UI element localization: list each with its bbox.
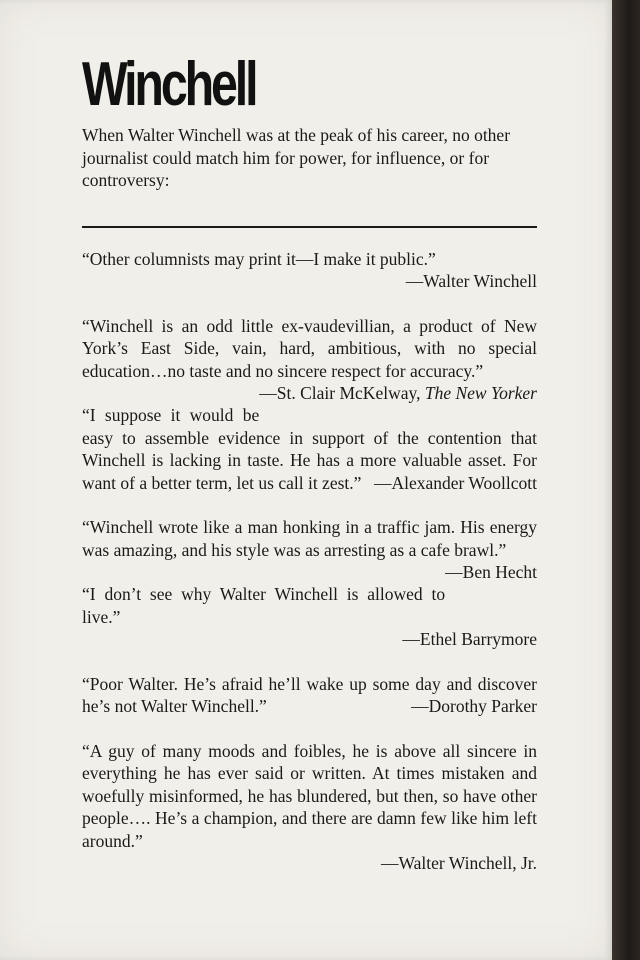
cover-content <box>82 50 537 875</box>
quote-body: “Poor Walter. He’s afraid he’ll wake up some day and discover he’s not Walter Winchell.” <box>82 673 537 716</box>
quote-attribution: —Walter Winchell, Jr. <box>381 853 537 873</box>
quote-text: “Other columnists may print it—I make it public.” <box>82 248 436 269</box>
quote-block <box>82 315 537 403</box>
quote-block <box>82 583 537 651</box>
quote-attribution-group <box>259 382 537 405</box>
intro-paragraph: When Walter Winchell was at the peak of his career, no other journalist could match him for power, for influence, or for controversy: <box>82 125 511 190</box>
quote-text: “I don’t see why Walter Winchell is allowed to live.” <box>82 584 446 627</box>
quote-attribution: —St. Clair McKelway, <box>259 383 421 403</box>
quote-body: “I suppose it would be easy to assemble evidence in support of the contention that Winchell is lacking in taste. He has a more valuable asset. For want of a better term, let us call it zest.” <box>82 405 537 493</box>
quote-text: “A guy of many moods and foibles, he is above all sincere in everything he has ever said or written. At times mistaken and woefully misinformed, he has blundered, but then, so have other people…. He’s a champion, and there are damn few like him left around.” <box>82 740 537 851</box>
quote-block <box>82 248 537 293</box>
quote-block <box>82 740 537 875</box>
quote-block <box>82 516 537 582</box>
quote-attribution: —Ethel Barrymore <box>402 629 537 649</box>
quote-body: “Winchell is an odd little ex-vaudevillian, a product of New York’s East Side, vain, hard, ambitious, with no special education…no taste and no sincere respect for accuracy.” <box>82 315 537 381</box>
quote-block <box>82 404 537 494</box>
quote-publication: The New Yorker <box>424 383 537 403</box>
quote-block <box>82 673 537 718</box>
quote-text <box>82 673 537 718</box>
quote-text <box>82 516 537 582</box>
quote-text <box>82 404 537 494</box>
divider-rule <box>82 226 537 228</box>
quote-attribution: —Alexander Woollcott <box>373 472 537 493</box>
quote-attribution: —Walter Winchell <box>405 271 537 291</box>
quote-text <box>82 315 537 403</box>
book-spine-edge <box>612 0 640 960</box>
quote-attribution: —Ben Hecht <box>445 562 537 582</box>
quote-body: “Winchell wrote like a man honking in a traffic jam. His energy was amazing, and his style was as arresting as a cafe brawl.” <box>82 517 537 560</box>
book-title: Winchell <box>82 50 256 119</box>
quote-attribution: —Dorothy Parker <box>411 696 537 716</box>
